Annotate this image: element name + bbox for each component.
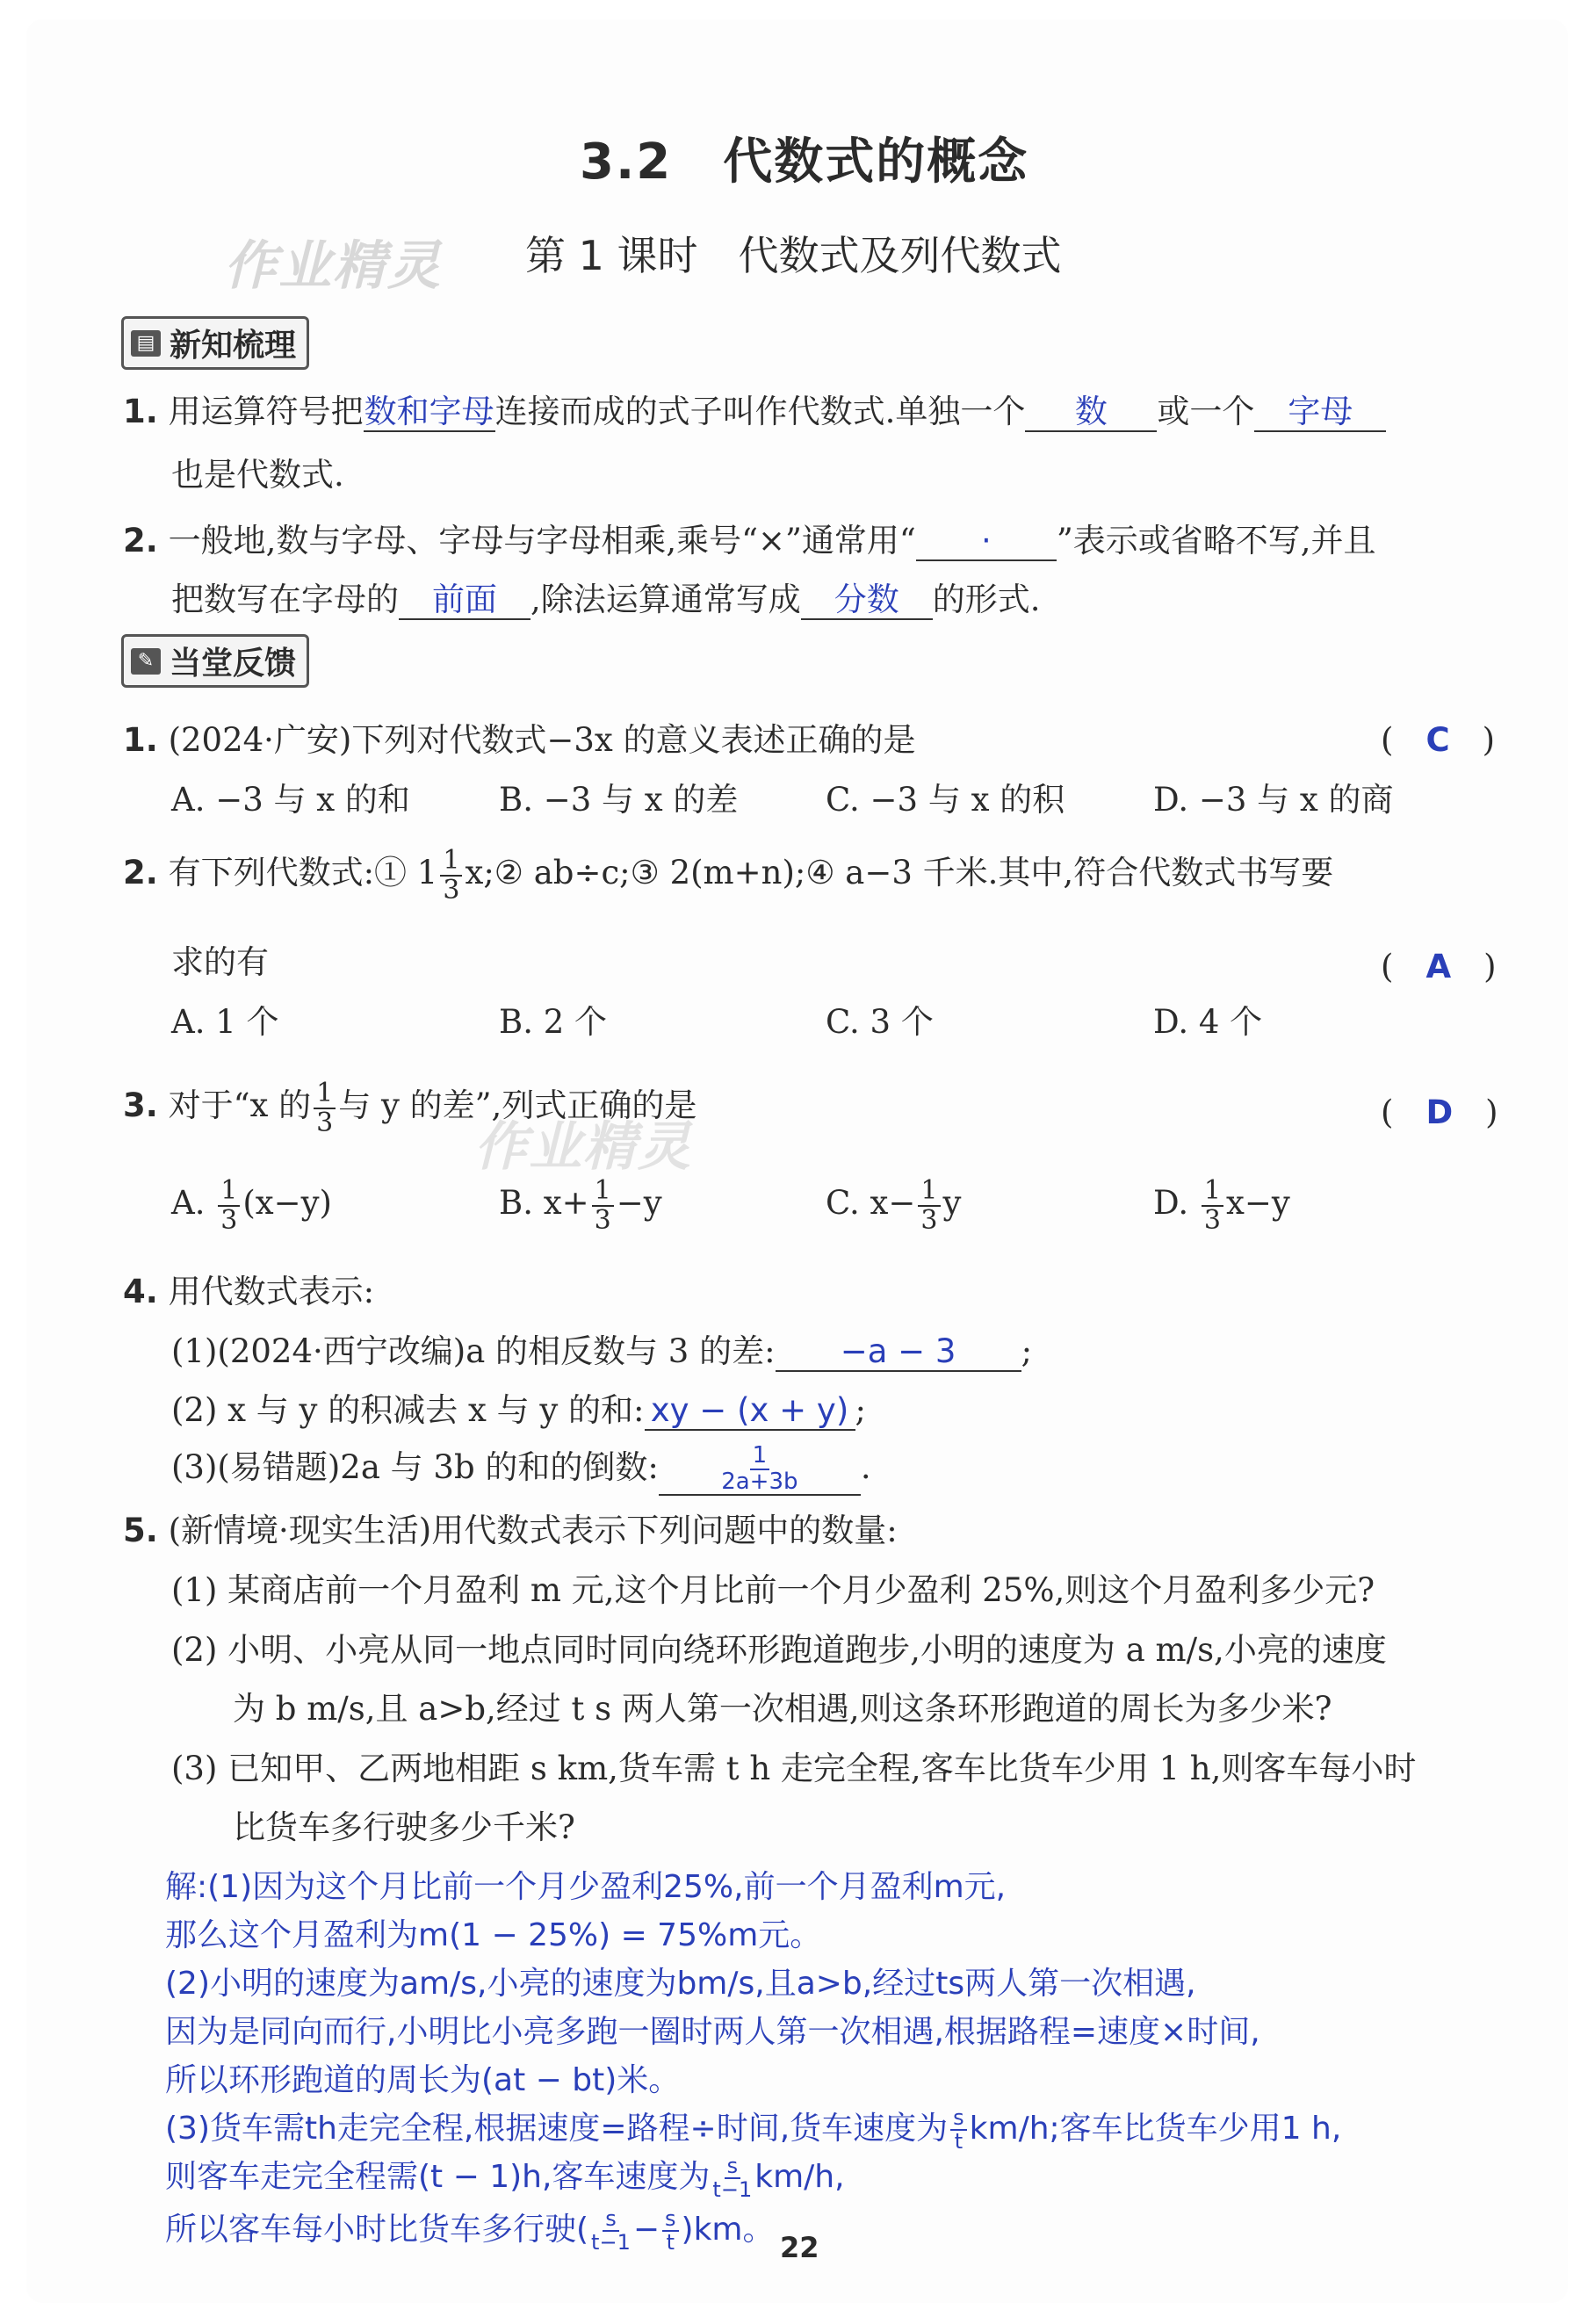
question-number: 5.: [123, 1512, 158, 1549]
answer-blank: xy − (x + y): [645, 1393, 855, 1431]
text: ,除法运算通常写成: [530, 581, 801, 618]
book-icon: ▤: [131, 330, 161, 357]
text: 连接而成的式子叫作代数式.单独一个: [494, 393, 1026, 430]
solution-line-7: 则客车走完全程需(t − 1)h,客车速度为 $\frac{s}{t-1}$ km/h,: [165, 2153, 845, 2202]
question-number: 1.: [123, 393, 158, 430]
s2-q3-optB: B. x+ $\frac{1}{3}$ −y: [499, 1175, 662, 1236]
s2-q4-part2: (2) x 与 y 的积减去 x 与 y 的和: xy − (x + y) ;: [171, 1391, 866, 1429]
s2-q5-part2b: 为 b m/s,且 a>b,经过 t s 两人第一次相遇,则这条环形跑道的周长为多少米?: [233, 1690, 1332, 1728]
fraction: $\frac{1}{3}$: [314, 1079, 336, 1137]
s1-q2-line1: [123, 514, 1376, 561]
s2-q2-optC: C. 3 个: [826, 1003, 934, 1041]
s2-q5-part3a: (3) 已知甲、乙两地相距 s km,货车需 t h 走完全程,客车比货车少用 1 h,则客车每小时: [171, 1750, 1417, 1787]
solution-line-4: 因为是同向而行,小明比小亮多跑一圈时两人第一次相遇,根据路程=速度×时间,: [165, 2014, 1260, 2050]
s2-q1-answer: ( C ): [1381, 721, 1496, 759]
s2-q1-optC: C. −3 与 x 的积: [826, 781, 1065, 819]
answer-blank: ·: [916, 523, 1057, 561]
text: ”表示或省略不写,并且: [1056, 522, 1376, 559]
section-title: 新知梳理: [170, 328, 297, 364]
s2-q4-part3: (3)(易错题)2a 与 3b 的和的倒数: $\frac{1}{2a+3b}$ .: [171, 1442, 871, 1495]
text: 有下列代数式:① 1: [168, 854, 438, 891]
section-heading-new-knowledge: [121, 316, 309, 370]
text: 用代数式表示:: [168, 1273, 375, 1310]
question-number: 1.: [123, 721, 158, 759]
s1-q1-line1: [123, 385, 1386, 432]
solution-line-1: 解:(1)因为这个月比前一个月少盈利25%,前一个月盈利m元,: [165, 1869, 1007, 1905]
answer-blank: 前面: [399, 582, 530, 620]
answer-blank: −a − 3: [776, 1334, 1021, 1372]
question-number: 2.: [123, 854, 158, 891]
question-number: 3.: [123, 1086, 158, 1124]
s1-q2-line2: [171, 573, 1041, 620]
s2-q2-optD: D. 4 个: [1153, 1003, 1263, 1041]
s2-q2-optB: B. 2 个: [499, 1003, 608, 1041]
s2-q4-stem: [123, 1265, 374, 1312]
section-heading-feedback: [121, 634, 309, 688]
watermark: 作业精灵: [224, 235, 442, 297]
text: 的形式.: [932, 581, 1041, 618]
s2-q2-answer: ( A ): [1381, 948, 1497, 985]
page-number: 22: [780, 2231, 819, 2264]
question-number: 2.: [123, 522, 158, 559]
solution-line-3: (2)小明的速度为am/s,小亮的速度为bm/s,且a>b,经过ts两人第一次相遇,: [165, 1966, 1196, 2002]
text: 把数写在字母的: [171, 581, 399, 618]
solution-line-5: 所以环形跑道的周长为(at − bt)米。: [165, 2062, 681, 2098]
s2-q4-part1: (1)(2024·西宁改编)a 的相反数与 3 的差: −a − 3 ;: [171, 1332, 1033, 1370]
text: 一般地,数与字母、字母与字母相乘,乘号“×”通常用“: [168, 522, 916, 559]
s2-q2-stem-cont: 求的有: [171, 943, 269, 981]
watermark-2: 作业精灵: [474, 1116, 692, 1178]
answer-blank: 数和字母: [364, 393, 494, 430]
s1-q1-line2: 也是代数式.: [171, 456, 344, 494]
text: x;② ab÷c;③ 2(m+n);④ a−3 千米.其中,符合代数式书写要: [465, 854, 1334, 891]
choice-answer: C: [1425, 721, 1450, 759]
s2-q3-optD: D. $\frac{1}{3}$ x−y: [1153, 1175, 1290, 1236]
text: (新情境·现实生活)用代数式表示下列问题中的数量:: [168, 1512, 898, 1549]
answer-blank: $\frac{1}{2a+3b}$: [659, 1444, 861, 1496]
s2-q3-optA: A. $\frac{1}{3}$ (x−y): [171, 1175, 332, 1236]
solution-line-8: 所以客车每小时比货车多行驶( $\frac{s}{t-1}$ − $\frac{s}{t}$ )km。: [165, 2205, 775, 2255]
text: 或一个: [1157, 393, 1255, 430]
s2-q5-part3b: 比货车多行驶多少千米?: [233, 1808, 575, 1846]
page-title: 3.2 代数式的概念: [580, 134, 1029, 191]
choice-answer: A: [1425, 948, 1452, 985]
s2-q1-stem: [123, 713, 916, 761]
question-number: 4.: [123, 1273, 158, 1310]
s2-q3-optC: C. x− $\frac{1}{3}$ y: [826, 1175, 962, 1236]
text: 对于“x 的: [168, 1086, 312, 1124]
pencil-icon: ✎: [131, 648, 161, 675]
solution-line-2: 那么这个月盈利为m(1 − 25%) = 75%m元。: [165, 1917, 822, 1953]
s2-q5-part1: (1) 某商店前一个月盈利 m 元,这个月比前一个月少盈利 25%,则这个月盈利多少元?: [171, 1571, 1375, 1609]
s2-q5-stem: [123, 1504, 898, 1551]
s2-q1-optD: D. −3 与 x 的商: [1153, 781, 1394, 819]
choice-answer: D: [1425, 1093, 1454, 1131]
fraction: $\frac{1}{3}$: [440, 847, 462, 904]
text: (2024·广安)下列对代数式−3x 的意义表述正确的是: [168, 721, 916, 759]
s2-q1-optB: B. −3 与 x 的差: [499, 781, 739, 819]
section-title: 当堂反馈: [170, 646, 297, 682]
answer-blank: 字母: [1254, 394, 1386, 432]
text: 与 y 的差”,列式正确的是: [338, 1086, 697, 1124]
s2-q2-optA: A. 1 个: [171, 1003, 279, 1041]
solution-line-6: (3)货车需th走完全程,根据速度=路程÷时间,货车速度为 $\frac{s}{t}$ km/h;客车比货车少用1 h,: [165, 2104, 1342, 2154]
s2-q1-optA: A. −3 与 x 的和: [171, 781, 410, 819]
s2-q2-stem: [123, 846, 1333, 904]
lesson-subtitle: 第 1 课时 代数式及列代数式: [525, 232, 1062, 279]
s2-q5-part2a: (2) 小明、小亮从同一地点同时同向绕环形跑道跑步,小明的速度为 a m/s,小亮的速度: [171, 1631, 1387, 1669]
text: 用运算符号把: [168, 393, 364, 430]
answer-blank: 数: [1025, 394, 1157, 432]
s2-q3-answer: ( D ): [1381, 1093, 1498, 1131]
answer-blank: 分数: [801, 582, 933, 620]
